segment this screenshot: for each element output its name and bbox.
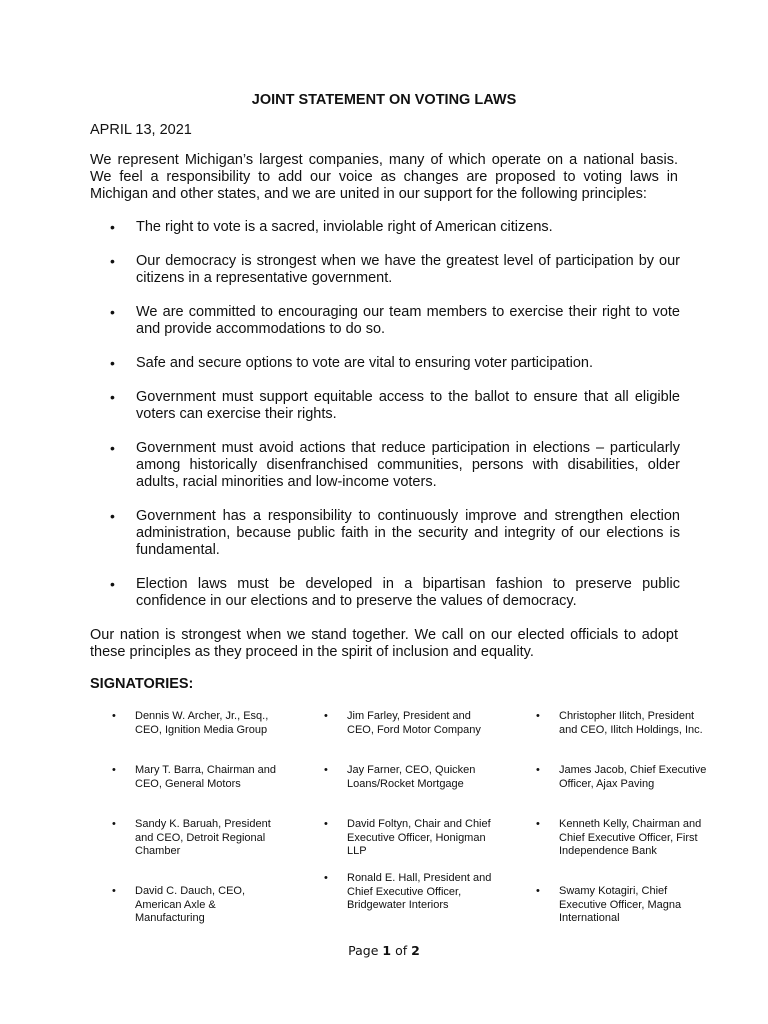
bullet-icon: • [536, 764, 540, 776]
principle-text: Government must avoid actions that reduce participation in elections – particularly among historically disenfranchised communities, persons with disabilities, older adults, racial minorities and low-income voters. [136, 440, 680, 490]
signatory-text: Sandy K. Baruah, President and CEO, Detroit Regional Chamber [135, 818, 271, 857]
page-of-label: of [391, 943, 412, 958]
signatory-text: Dennis W. Archer, Jr., Esq., CEO, Ignition Media Group [135, 710, 269, 736]
principles-list [90, 219, 680, 627]
bullet-icon: • [110, 219, 115, 235]
principle-item [90, 389, 680, 423]
principle-item [90, 219, 680, 236]
bullet-icon: • [536, 710, 540, 722]
signatory-text: Jim Farley, President and CEO, Ford Motor Company [347, 710, 481, 736]
bullet-icon: • [110, 508, 115, 524]
principle-item [90, 576, 680, 610]
principle-text: Government must support equitable access to the ballot to ensure that all eligible voters can exercise their rights. [136, 389, 680, 422]
bullet-icon: • [112, 885, 116, 897]
page-current: 1 [382, 943, 392, 958]
signatory-text: Swamy Kotagiri, Chief Executive Officer, Magna International [559, 885, 682, 924]
document-date: APRIL 13, 2021 [90, 122, 192, 138]
signatory-text: Mary T. Barra, Chairman and CEO, General Motors [135, 764, 277, 790]
bullet-icon: • [110, 355, 115, 371]
principle-item [90, 508, 680, 559]
bullet-icon: • [112, 818, 116, 830]
document-title: JOINT STATEMENT ON VOTING LAWS [251, 92, 517, 108]
principle-text: The right to vote is a sacred, inviolable right of American citizens. [136, 219, 553, 235]
principle-text: We are committed to encouraging our team members to exercise their right to vote and provide accommodations to do so. [136, 304, 680, 337]
bullet-icon: • [110, 253, 115, 269]
principle-text: Election laws must be developed in a bipartisan fashion to preserve public confidence in our elections and to preserve the values of democracy. [136, 576, 680, 609]
principle-item [90, 440, 680, 491]
bullet-icon: • [110, 440, 115, 456]
principle-item [90, 304, 680, 338]
principle-item [90, 253, 680, 287]
signatory-text: Jay Farner, CEO, Quicken Loans/Rocket Mortgage [347, 764, 476, 790]
signatory-text: James Jacob, Chief Executive Officer, Ajax Paving [559, 764, 707, 790]
signatory-text: Kenneth Kelly, Chairman and Chief Executive Officer, First Independence Bank [559, 818, 702, 857]
principle-item [90, 355, 680, 372]
signatory-text: Christopher Ilitch, President and CEO, Ilitch Holdings, Inc. [559, 710, 703, 736]
page-number-footer [0, 943, 768, 958]
principle-text: Safe and secure options to vote are vital to ensuring voter participation. [136, 355, 594, 371]
page-label: Page [348, 943, 383, 958]
closing-paragraph: Our nation is strongest when we stand together. We call on our elected officials to adopt these principles as they proceed in the spirit of inclusion and equality. [90, 627, 678, 660]
signatories-heading: SIGNATORIES: [90, 676, 194, 692]
bullet-icon: • [536, 885, 540, 897]
bullet-icon: • [324, 710, 328, 722]
signatory-text: Ronald E. Hall, President and Chief Executive Officer, Bridgewater Interiors [347, 872, 492, 911]
bullet-icon: • [112, 710, 116, 722]
principle-text: Our democracy is strongest when we have the greatest level of participation by our citizens in a representative government. [136, 253, 680, 286]
bullet-icon: • [112, 764, 116, 776]
bullet-icon: • [110, 304, 115, 320]
bullet-icon: • [324, 818, 328, 830]
bullet-icon: • [536, 818, 540, 830]
principle-text: Government has a responsibility to continuously improve and strengthen election administration, because public faith in the security and integrity of our elections is fundamental. [136, 508, 680, 558]
bullet-icon: • [110, 576, 115, 592]
intro-paragraph: We represent Michigan’s largest companies, many of which operate on a national basis. We feel a responsibility to add our voice as changes are proposed to voting laws in Michigan and other states, and we are united in our support for the following principles: [90, 152, 678, 202]
signatory-text: David Foltyn, Chair and Chief Executive Officer, Honigman LLP [347, 818, 491, 857]
bullet-icon: • [324, 764, 328, 776]
bullet-icon: • [110, 389, 115, 405]
page-total: 2 [411, 943, 420, 958]
bullet-icon: • [324, 872, 328, 884]
signatory-text: David C. Dauch, CEO, American Axle & Manufacturing [135, 885, 246, 924]
